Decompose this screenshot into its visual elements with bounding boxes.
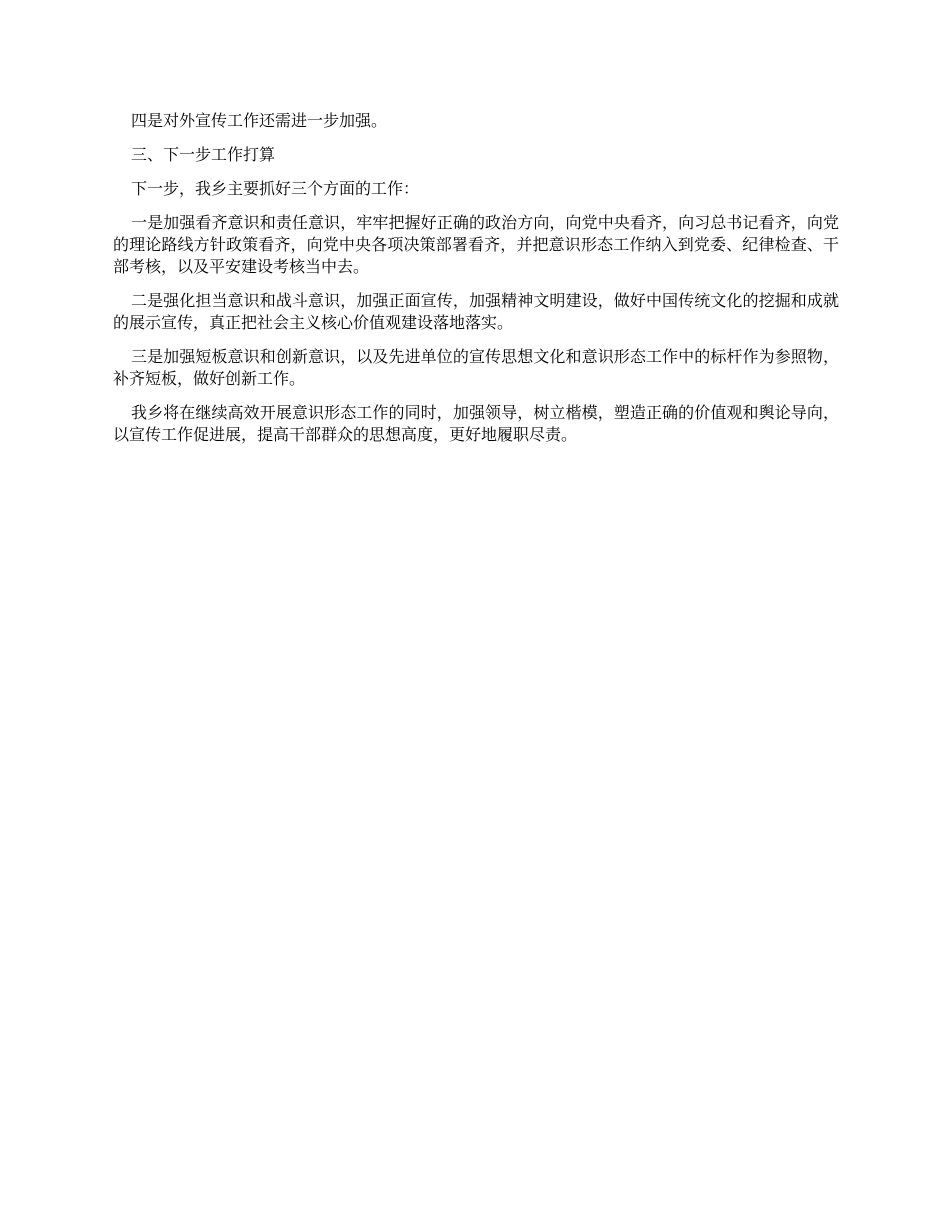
paragraph-conclusion: 我乡将在继续高效开展意识形态工作的同时，加强领导，树立楷模，塑造正确的价值观和舆论导向，以宣传工作促进展，提高干部群众的思想高度，更好地履职尽责。 <box>113 403 839 444</box>
paragraph-point-two: 二是强化担当意识和战斗意识，加强正面宣传，加强精神文明建设，做好中国传统文化的挖掘和成就的展示宣传，真正把社会主义核心价值观建设落地落实。 <box>113 291 839 332</box>
paragraph-external-publicity: 四是对外宣传工作还需进一步加强。 <box>131 111 388 130</box>
paragraph-next-steps-intro: 下一步，我乡主要抓好三个方面的工作： <box>131 179 420 198</box>
paragraph-point-one: 一是加强看齐意识和责任意识，牢牢把握好正确的政治方向，向党中央看齐，向习总书记看齐，向党的理论路线方针政策看齐，向党中央各项决策部署看齐，并把意识形态工作纳入到党委、纪律检查、干部考核，以及平安建设考核当中去。 <box>113 213 839 276</box>
paragraph-point-three: 三是加强短板意识和创新意识，以及先进单位的宣传思想文化和意识形态工作中的标杆作为参照物，补齐短板，做好创新工作。 <box>113 347 839 388</box>
section-heading-next-steps: 三、下一步工作打算 <box>131 145 276 164</box>
document-body <box>113 110 839 458</box>
